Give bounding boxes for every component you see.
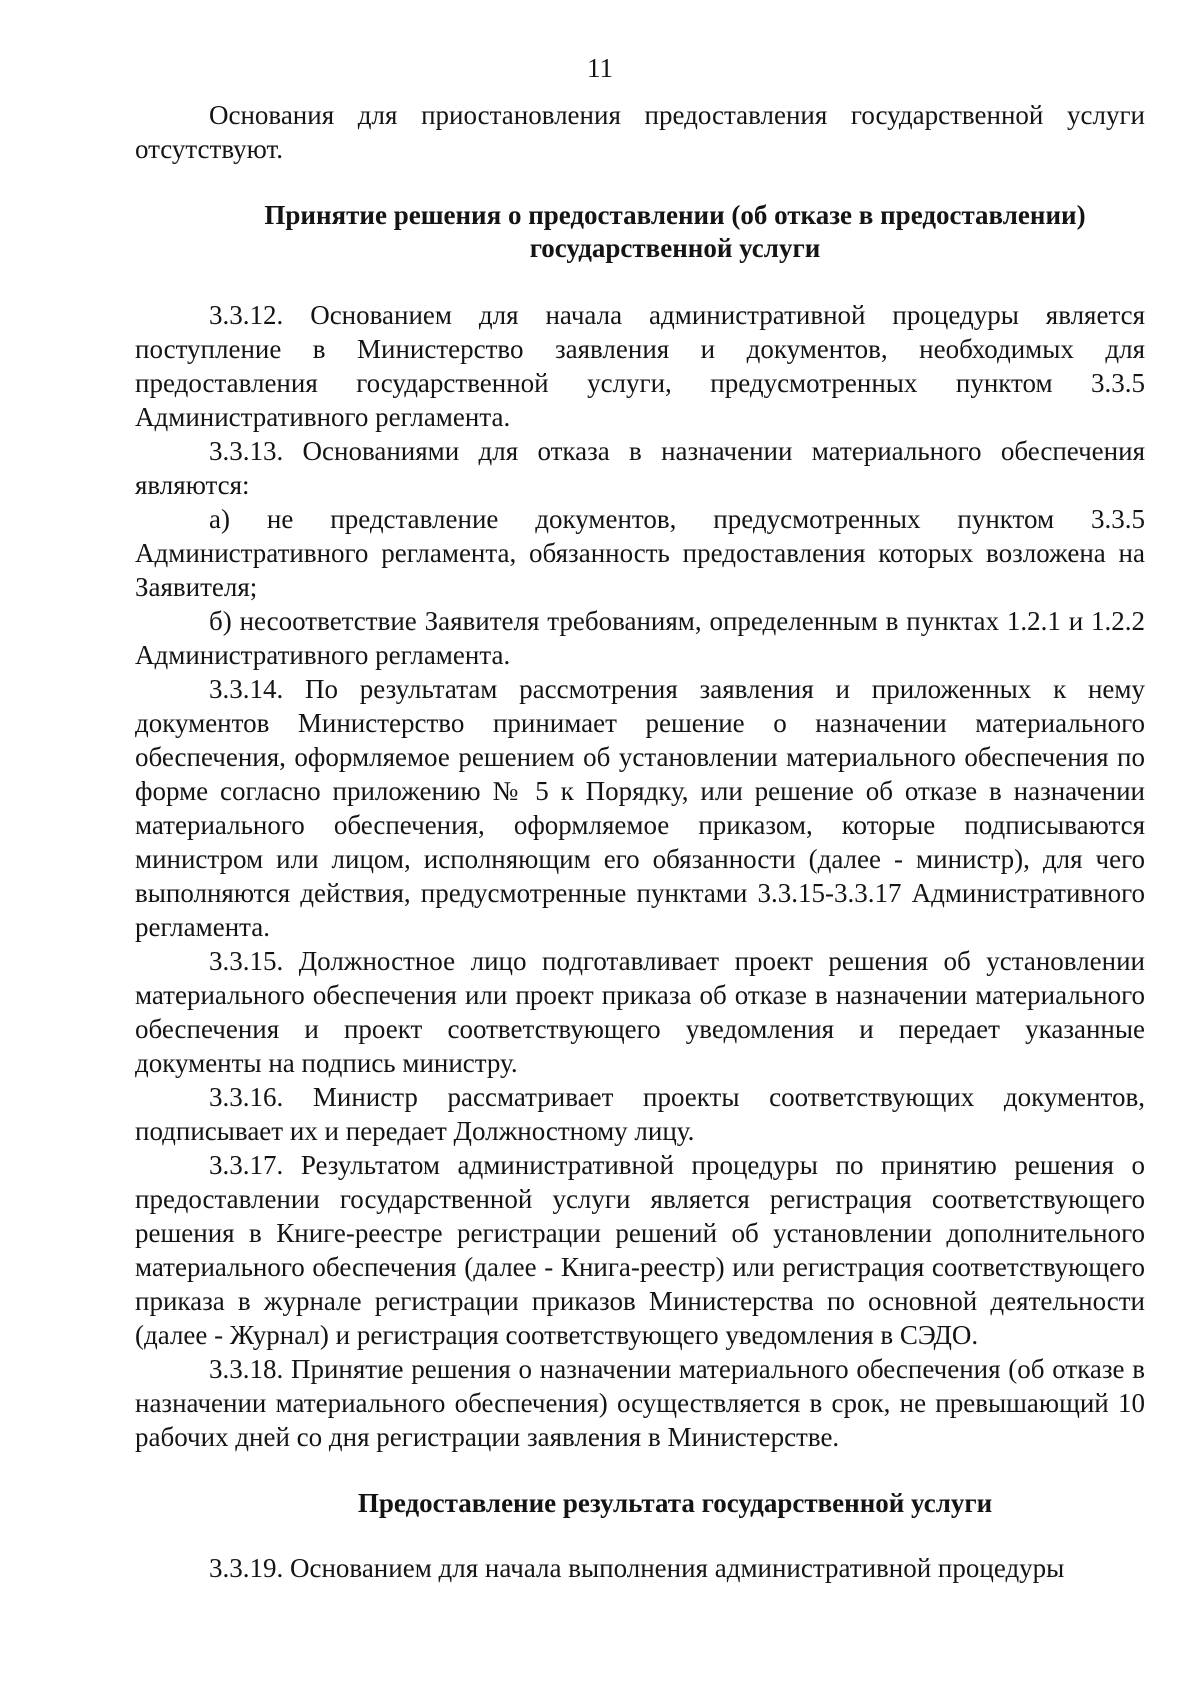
paragraph-3-3-18: 3.3.18. Принятие решения о назначении материального обеспечения (об отказе в назначении материального обеспечения) осуществляется в срок, не превышающий 10 рабочих дней со дня регистрации заявления в Министерстве. — [135, 1354, 1145, 1452]
paragraph-suspension-grounds: Основания для приостановления предоставления государственной услуги отсутствуют. — [135, 100, 1145, 164]
paragraph-3-3-14: 3.3.14. По результатам рассмотрения заявления и приложенных к нему документов Министерство принимает решение о назначении материального обеспечения, оформляемое решением об установлении материального обеспечения по форме согласно приложению № 5 к Порядку, или решение об отказе в назначении материального обеспечения, оформляемое приказом, которые подписываются министром или лицом, исполняющим его обязанности (далее - министр), для чего выполняются действия, предусмотренные пунктами 3.3.15-3.3.17 Административного регламента. — [135, 674, 1145, 942]
paragraph-item-b: б) несоответствие Заявителя требованиям, определенным в пунктах 1.2.1 и 1.2.2 Административного регламента. — [135, 606, 1145, 670]
paragraph-3-3-15: 3.3.15. Должностное лицо подготавливает проект решения об установлении материального обеспечения или проект приказа об отказе в назначении материального обеспечения и проект соответствующего уведомления и передает указанные документы на подпись министру. — [135, 946, 1145, 1078]
paragraph-3-3-19: 3.3.19. Основанием для начала выполнения административной процедуры — [209, 1553, 1065, 1583]
paragraph-3-3-13: 3.3.13. Основаниями для отказа в назначении материального обеспечения являются: — [135, 436, 1145, 500]
document-body — [135, 98, 1145, 1585]
paragraph-3-3-16: 3.3.16. Министр рассматривает проекты соответствующих документов, подписывает их и передает Должностному лицу. — [135, 1082, 1145, 1146]
paragraph-3-3-17: 3.3.17. Результатом административной процедуры по принятию решения о предоставлении государственной услуги является регистрация соответствующего решения в Книге-реестре регистрации решений об установлении дополнительного материального обеспечения (далее - Книга-реестр) или регистрация соответствующего приказа в журнале регистрации приказов Министерства по основной деятельности (далее - Журнал) и регистрация соответствующего уведомления в СЭДО. — [135, 1150, 1145, 1350]
paragraph-3-3-12: 3.3.12. Основанием для начала административной процедуры является поступление в Министерство заявления и документов, необходимых для предоставления государственной услуги, предусмотренных пунктом 3.3.5 Административного регламента. — [135, 300, 1145, 432]
section-heading-decision: Принятие решения о предоставлении (об отказе в предоставлении) государственной услуги — [264, 200, 1086, 263]
page-number: 11 — [587, 53, 613, 83]
paragraph-item-a: а) не представление документов, предусмотренных пунктом 3.3.5 Административного регламента, обязанность предоставления которых возложена на Заявителя; — [135, 504, 1145, 602]
section-heading-result: Предоставление результата государственной услуги — [357, 1488, 993, 1518]
